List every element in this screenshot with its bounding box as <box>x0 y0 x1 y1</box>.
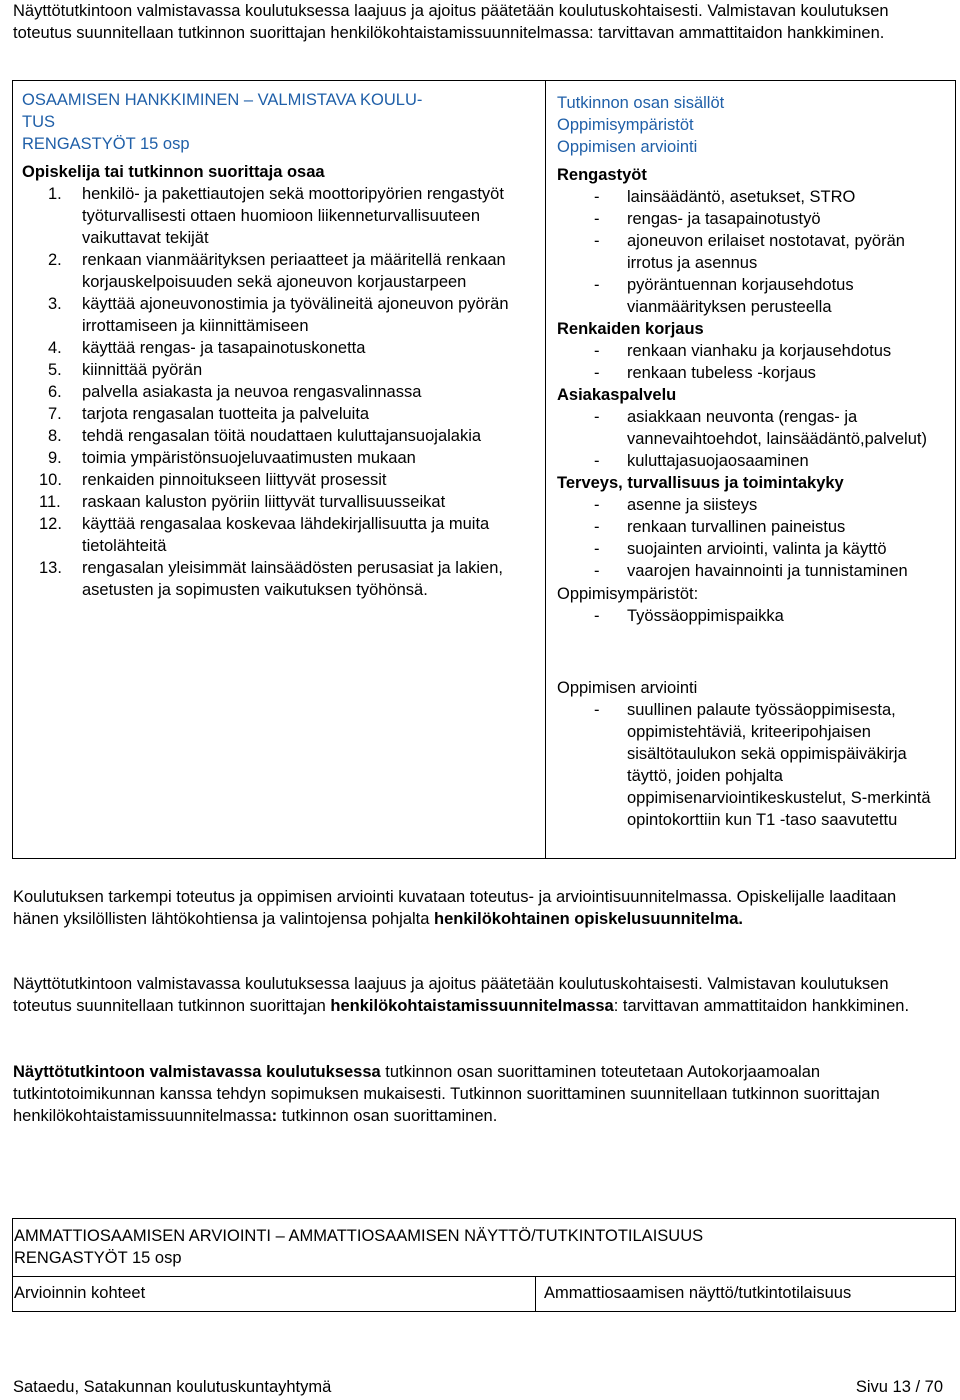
preparatory-bold-text: henkilökohtaistamissuunnitelmassa <box>330 997 614 1015</box>
goal-item <box>12 491 542 513</box>
column-header-demonstration: Ammattiosaamisen näyttö/tutkintotilaisuus <box>544 1284 852 1302</box>
goal-text: tehdä rengasalan töitä noudattaen kuluttajansuojalakia <box>82 427 482 445</box>
preparatory-paragraph <box>13 973 943 1017</box>
content-item: - renkaan turvallinen paineistus <box>557 516 952 538</box>
content-table <box>12 80 956 859</box>
content-item: - ajoneuvon erilaiset nostotavat, pyörän irrotus ja asennus <box>557 230 952 274</box>
left-column <box>22 89 542 601</box>
content-sections <box>557 164 952 582</box>
assessment-table <box>12 1218 956 1312</box>
assessment-title <box>14 1225 944 1269</box>
content-item: - vaarojen havainnointi ja tunnistaminen <box>557 560 952 582</box>
goal-item <box>12 403 542 425</box>
assessment-list <box>557 699 952 831</box>
table-column-divider <box>545 80 546 859</box>
goal-item <box>12 249 542 293</box>
footer-organization: Sataedu, Satakunnan koulutuskuntayhtymä <box>13 1378 332 1396</box>
goal-text: käyttää ajoneuvonostimia ja työvälineitä ajoneuvon pyörän irrottamiseen ja kiinnittämiseen <box>82 295 509 335</box>
goal-text: käyttää rengas- ja tasapainotuskonetta <box>82 339 366 357</box>
content-section-title: Asiakaspalvelu <box>557 386 677 404</box>
completion-text-end: tutkinnon osan suorittaminen. <box>277 1107 498 1125</box>
goal-item <box>12 381 542 403</box>
goal-text: raskaan kaluston pyöriin liittyvät turvallisuusseikat <box>82 493 446 511</box>
section-title-line2: TUS <box>22 113 55 131</box>
content-section-title: Rengastyöt <box>557 166 647 184</box>
right-head-3: Oppimisen arviointi <box>557 138 698 156</box>
goal-number: 11. <box>39 493 61 511</box>
content-section-list <box>557 186 952 318</box>
assessment-item: - suullinen palaute työssäoppimisesta, oppimistehtäviä, kriteeripohjaisen sisältötaulukon sekä oppimispäiväkirja täyttö, joiden pohjalta oppimisenarviointikeskustelut, S-merkintä opintokorttiin kun T1 -taso saavutettu <box>557 699 952 831</box>
intro-paragraph: Näyttötutkintoon valmistavassa koulutuksessa laajuus ja ajoitus päätetään koulutuskohtaisesti. Valmistavan koulutuksen toteutus suunnitellaan tutkinnon suorittajan henkilökohtaistamissuunnitelmassa: tarvittavan ammattitaidon hankkiminen. <box>13 2 889 42</box>
section-subtitle: RENGASTYÖT 15 osp <box>22 135 190 153</box>
goal-text: renkaan vianmäärityksen periaatteet ja määritellä renkaan korjauskelpoisuuden sekä ajoneuvon korjaustarpeen <box>82 251 506 291</box>
content-section-list <box>557 406 952 472</box>
implementation-text: Koulutuksen tarkempi toteutus ja oppimisen arviointi kuvataan toteutus- ja arviointisuunnitelmassa. Opiskelijalle laaditaan hänen yksilöllisten lähtökohtiensa ja valintojensa pohjalta <box>13 888 897 928</box>
assessment-title-line2: RENGASTYÖT 15 osp <box>14 1249 182 1267</box>
content-item: - rengas- ja tasapainotustyö <box>557 208 952 230</box>
table-border-right <box>955 1218 956 1312</box>
preparatory-text: Näyttötutkintoon valmistavassa koulutuksessa laajuus ja ajoitus päätetään koulutuskohtaisesti. Valmistavan koulutuksen toteutus suunnitellaan tutkinnon suorittajan <box>13 975 889 1015</box>
goal-number: 8. <box>48 427 62 445</box>
goal-item <box>12 513 542 557</box>
content-item: - renkaan vianhaku ja korjausehdotus <box>557 340 952 362</box>
goal-item <box>12 337 542 359</box>
goal-text: renkaiden pinnoitukseen liittyvät prosessit <box>82 471 387 489</box>
completion-bold-text: Näyttötutkintoon valmistavassa koulutuksessa <box>13 1063 381 1081</box>
content-section-title: Terveys, turvallisuus ja toimintakyky <box>557 474 844 492</box>
implementation-paragraph <box>13 886 943 930</box>
environment-list <box>557 605 952 627</box>
goal-item <box>12 359 542 381</box>
section-title-line1: OSAAMISEN HANKKIMINEN – VALMISTAVA KOULU- <box>22 91 423 109</box>
goal-number: 2. <box>48 251 62 269</box>
completion-text: tutkinnon osan suorittaminen toteutetaan Autokorjaamoalan tutkintotoimikunnan kanssa tehdyn sopimuksen mukaisesti. Tutkinnon suorittaminen suunnitellaan tutkinnon suorittajan henkilökohtaistamissuunnitelmassa <box>13 1063 880 1125</box>
goal-number: 1. <box>48 185 62 203</box>
goal-number: 9. <box>48 449 62 467</box>
completion-paragraph <box>13 1061 943 1127</box>
goal-number: 13. <box>39 559 62 577</box>
goal-number: 5. <box>48 361 62 379</box>
goal-text: rengasalan yleisimmät lainsäädösten perusasiat ja lakien, asetusten ja sopimusten vaikutuksen työhönsä. <box>82 559 503 599</box>
environment-title: Oppimisympäristöt: <box>557 585 699 603</box>
section-title <box>22 89 542 133</box>
goal-item <box>12 469 542 491</box>
content-section-list <box>557 494 952 582</box>
goal-text: käyttää rengasalaa koskevaa lähdekirjallisuutta ja muita tietolähteitä <box>82 515 490 555</box>
content-item: - kuluttajasuojaosaaminen <box>557 450 952 472</box>
table-border-top <box>12 80 956 81</box>
goal-number: 3. <box>48 295 62 313</box>
right-column <box>557 92 952 831</box>
right-head-1: Tutkinnon osan sisällöt <box>557 94 725 112</box>
goal-text: kiinnittää pyörän <box>82 361 203 379</box>
goal-list <box>22 183 542 601</box>
goal-item <box>12 425 542 447</box>
table-border-top <box>12 1218 956 1219</box>
goal-item <box>12 557 542 601</box>
goal-item <box>12 447 542 469</box>
goal-text: toimia ympäristönsuojeluvaatimusten mukaan <box>82 449 416 467</box>
goal-number: 12. <box>39 515 62 533</box>
content-item: - suojainten arviointi, valinta ja käyttö <box>557 538 952 560</box>
implementation-bold-text: henkilökohtainen opiskelusuunnitelma. <box>434 910 743 928</box>
preparatory-text-end: : tarvittavan ammattitaidon hankkiminen. <box>613 997 910 1015</box>
table-border-bottom <box>12 1311 956 1312</box>
completion-colon: : <box>271 1107 278 1125</box>
goal-text: tarjota rengasalan tuotteita ja palveluita <box>82 405 370 423</box>
table-row-divider <box>12 1276 956 1277</box>
goal-text: henkilö- ja pakettiautojen sekä moottoripyörien rengastyöt työturvallisesti ottaen huomioon liikenneturvallisuuteen vaikuttavat tekijät <box>82 185 504 247</box>
content-item: - asenne ja siisteys <box>557 494 952 516</box>
content-item: - asiakkaan neuvonta (rengas- ja vannevaihtoehdot, lainsäädäntö,palvelut) <box>557 406 952 450</box>
column-header-targets: Arvioinnin kohteet <box>14 1284 146 1302</box>
goal-item <box>12 293 542 337</box>
assessment-title-line1: AMMATTIOSAAMISEN ARVIOINTI – AMMATTIOSAAMISEN NÄYTTÖ/TUTKINTOTILAISUUS <box>14 1227 704 1245</box>
goal-number: 6. <box>48 383 62 401</box>
goal-text: palvella asiakasta ja neuvoa rengasvalinnassa <box>82 383 422 401</box>
table-border-bottom <box>12 858 956 859</box>
content-section-list <box>557 340 952 384</box>
environment-item: - Työssäoppimispaikka <box>557 605 952 627</box>
content-item: - lainsäädäntö, asetukset, STRO <box>557 186 952 208</box>
content-item: - pyöräntuennan korjausehdotus vianmäärityksen perusteella <box>557 274 952 318</box>
lead-text: Opiskelija tai tutkinnon suorittaja osaa <box>22 163 325 181</box>
footer-page-number: Sivu 13 / 70 <box>855 1378 943 1396</box>
content-item: - renkaan tubeless -korjaus <box>557 362 952 384</box>
goal-number: 10. <box>39 471 62 489</box>
table-column-divider <box>535 1276 536 1312</box>
table-border-left <box>12 1218 13 1312</box>
content-section-title: Renkaiden korjaus <box>557 320 704 338</box>
right-head-2: Oppimisympäristöt <box>557 116 694 134</box>
assessment-title: Oppimisen arviointi <box>557 679 698 697</box>
goal-number: 7. <box>48 405 62 423</box>
goal-item <box>12 183 542 249</box>
table-border-right <box>955 80 956 859</box>
goal-number: 4. <box>48 339 62 357</box>
